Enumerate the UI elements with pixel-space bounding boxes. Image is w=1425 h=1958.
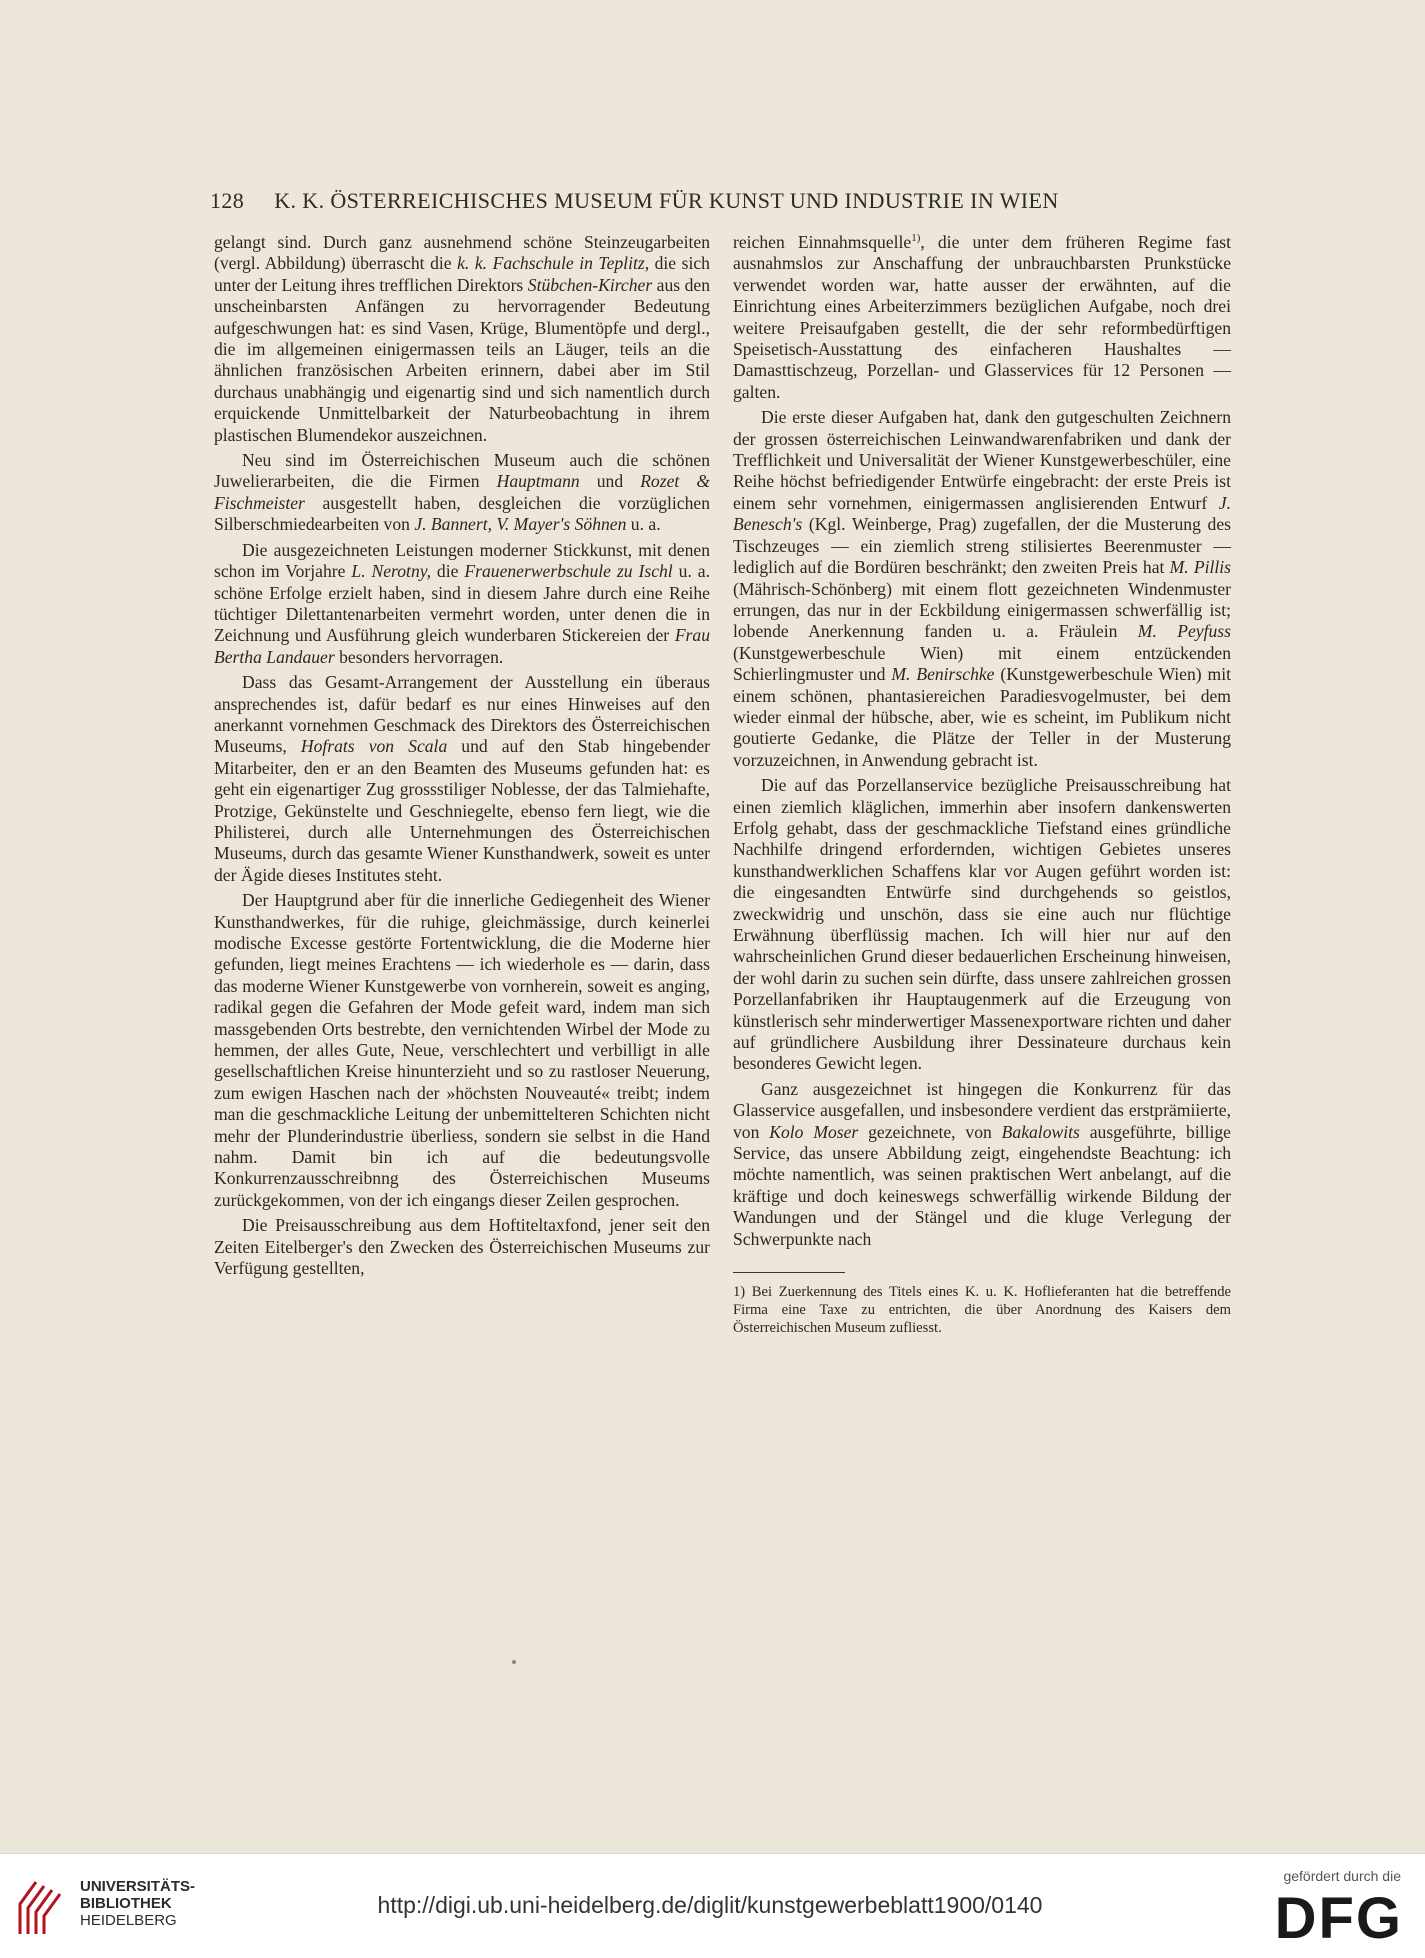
paragraph: Die erste dieser Aufgaben hat, dank den gutgeschulten Zeichnern der grossen österreichischen Leinwandwarenfabriken und dank der Trefflichkeit und Universalität der Wiener Kunstgewerbeschüler, eine Reihe höchst befriedigender Entwürfe eingebracht: der erste Preis ist einem sehr vornehmen, einigermassen anglisierenden Entwurf J. Benesch's (Kgl. Weinberge, Prag) zugefallen, der die Musterung des Tischzeuges — ein ziemlich streng stilisiertes Beerenmuster — lediglich auf die Bordüren beschränkt; den zweiten Preis hat M. Pillis (Mährisch-Schönberg) mit einem flott gezeichneten Windenmuster errungen, das nur in der Eckbildung einigermassen schwerfällig ist; lobende Anerkennung fanden u. a. Fräulein M. Peyfuss (Kunstgewerbeschule Wien) mit einem entzückenden Schierlingmuster und M. Benirschke (Kunstgewerbeschule Wien) mit einem schönen, phantasiereichen Paradiesvogelmuster, bei dem wieder einmal der hübsche, aber, wie es scheint, im Publikum nicht goutierte Gedanke, die Plätze der Teller in der Musterung vorzuzeichnen, in Anwendung gebracht ist. xyxy=(733,407,1231,770)
paragraph: Neu sind im Österreichischen Museum auch die schönen Juwelierarbeiten, die die Firmen Hauptmann und Rozet & Fischmeister ausgestellt haben, desgleichen die vorzüglichen Silberschmiedearbeiten von J. Bannert, V. Mayer's Söhnen u. a. xyxy=(214,450,710,535)
footnote-marker: 1) xyxy=(911,232,921,245)
library-name[interactable]: UNIVERSITÄTS- BIBLIOTHEK HEIDELBERG xyxy=(80,1878,196,1929)
right-column xyxy=(733,232,1231,1337)
running-title: K. K. ÖSTERREICHISCHES MUSEUM FÜR KUNST UND INDUSTRIE IN WIEN xyxy=(274,188,1059,213)
viewer-footer xyxy=(0,1853,1425,1958)
print-speck xyxy=(512,1660,516,1664)
paragraph: Dass das Gesamt-Arrangement der Ausstellung ein überaus ansprechendes ist, dafür bedarf es nur eines Hinweises auf den anerkannt vornehmen Geschmack des Direktors des Österreichischen Museums, Hofrats von Scala und auf den Stab hingebender Mitarbeiter, den er an den Beamten des Museums gefunden hat: es geht ein eigenartiger Zug grossstiliger Noblesse, der das Talmiehafte, Protzige, Gekünstelte und Geschniegelte, ebenso fern liegt, wie die Philisterei, durch alle Unternehmungen des Österreichischen Museums, durch das gesamte Wiener Kunsthandwerk, soweit es unter der Ägide dieses Institutes steht. xyxy=(214,672,710,885)
left-column xyxy=(214,232,710,1280)
paragraph: Die ausgezeichneten Leistungen moderner Stickkunst, mit denen schon im Vorjahre L. Nerotny, die Frauenerwerbschule zu Ischl u. a. schöne Erfolge erzielt haben, sind in diesem Jahre durch eine Reihe tüchtiger Dilettantenarbeiten vermehrt worden, unter denen die in Zeichnung und Ausführung gleich wunderbaren Stickereien der Frau Bertha Landauer besonders hervorragen. xyxy=(214,539,710,667)
page-number: 128 xyxy=(210,188,245,213)
paragraph: Ganz ausgezeichnet ist hingegen die Konkurrenz für das Glasservice ausgefallen, und insbesondere verdient das erstprämiierte, von Kolo Moser gezeichnete, von Bakalowits ausgeführte, billige Service, das unsere Abbildung zeigt, eingehendste Beachtung: ich möchte namentlich, was seinen praktischen Wert anbelangt, auf die kräftige und doch keineswegs schwerfällig wirkende Bildung der Wandungen und der Stängel und die kluge Verlegung der Schwerpunkte nach xyxy=(733,1078,1231,1249)
paragraph: Die Preisausschreibung aus dem Hoftiteltaxfond, jener seit den Zeiten Eitelberger's den Zwecken des Österreichischen Museums zur Verfügung gestellten, xyxy=(214,1215,710,1279)
paragraph: Die auf das Porzellanservice bezügliche Preisausschreibung hat einen ziemlich kläglichen, immerhin aber insofern dankenswerten Erfolg gehabt, dass der geschmackliche Tiefstand eines gründliche Nachhilfe dringend erfordernden, wichtigen Gebietes unseres kunsthandwerklichen Schaffens klar vor Augen geführt worden ist: die eingesandten Entwürfe sind durchgehends so geistlos, zweckwidrig und unschön, dass sie eine auch nur flüchtige Erwähnung überflüssig machen. Ich will hier nur auf den wahrscheinlichen Grund dieser bedauerlichen Erscheinung hinweisen, der wohl darin zu suchen sein dürfte, dass unsere zahlreichen grossen Porzellanfabriken ihr Hauptaugenmerk auf die Erzeugung von künstlerisch sehr minderwertiger Massenexportware richten und daher auf gründlichere Ausbildung ihrer Dessinateure durchaus kein besonderes Gewicht legen. xyxy=(733,775,1231,1074)
footnote: 1) Bei Zuerkennung des Titels eines K. u. K. Hoflieferanten hat die betreffende Firma eine Taxe zu entrichten, die über Anordnung des Kaisers dem Österreichischen Museum zufliesst. xyxy=(733,1284,1231,1337)
footnote-divider xyxy=(733,1272,845,1273)
sponsor-caption: gefördert durch die xyxy=(1283,1868,1401,1884)
running-header xyxy=(210,188,1120,214)
paragraph: Der Hauptgrund aber für die innerliche Gediegenheit des Wiener Kunsthandwerkes, für die ruhige, gleichmässige, durch keinerlei modische Excesse gestörte Fortentwicklung, die die Moderne hier gefunden, liegt meines Erachtens — ich wiederhole es — darin, dass das moderne Wiener Kunstgewerbe von vornherein, soweit es anging, radikal gegen die Gefahren der Mode gefeit ward, indem man sich massgebenden Orts bestrebte, den vernichtenden Wirbel der Mode zu hemmen, der alles Gute, Neue, verschlechtert und verbilligt in alle gesellschaftlichen Kreise hinunterzieht und so zu rastloser Neuerung, zum ewigen Haschen nach der »höchsten Nouveauté« treibt; indem man die geschmackliche Leitung der unbemittelteren Schichten nicht mehr der Plunderindustrie überliess, sondern sie selbst in die Hand nahm. Damit bin ich auf die bedeutungsvolle Konkurrenzausschreibnng des Österreichischen Museums zurückgekommen, von der ich eingangs dieser Zeilen gesprochen. xyxy=(214,890,710,1210)
paragraph: reichen Einnahmsquelle$^{1)}$, die unter dem früheren Regime fast ausnahmslos zur Anschaffung der unbrauchbarsten Prunkstücke verwendet worden war, hatte ausser der erwähnten, auf die Einrichtung eines Arbeiterzimmers bezüglichen Aufgabe, noch drei weitere Preisaufgaben gestellt, die der sehr reformbedürftigen Speisetisch-Ausstattung des einfacheren Haushaltes — Damasttischzeug, Porzellan- und Glasservices für 12 Personen — galten. xyxy=(733,232,1231,402)
university-library-logo-icon[interactable] xyxy=(14,1874,72,1940)
permalink-url[interactable]: http://digi.ub.uni-heidelberg.de/diglit/kunstgewerbeblatt1900/0140 xyxy=(377,1892,1043,1918)
dfg-logo[interactable]: DFG xyxy=(1274,1886,1403,1951)
paragraph: gelangt sind. Durch ganz ausnehmend schöne Steinzeugarbeiten (vergl. Abbildung) überrascht die k. k. Fachschule in Teplitz, die sich unter der Leitung ihres trefflichen Direktors Stübchen-Kircher aus den unscheinbarsten Anfängen zu hervorragender Bedeutung aufgeschwungen hat: es sind Vasen, Krüge, Blumentöpfe und dergl., die im allgemeinen einigermassen teils an Läuger, teils an die ähnlichen französischen Arbeiten erinnern, dabei aber im Stil durchaus unabhängig und eigenartig sind und sich namentlich durch erquickende Unmittelbarkeit der Naturbeobachtung in ihrem plastischen Blumendekor auszeichnen. xyxy=(214,232,710,445)
